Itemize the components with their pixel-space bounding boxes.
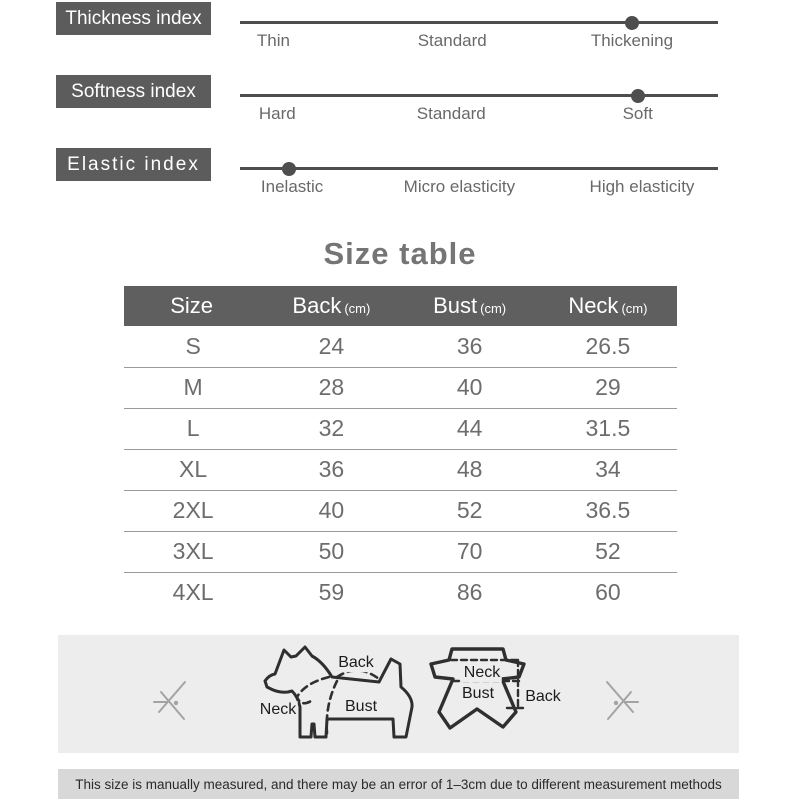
cell-neck: 34 [539, 449, 677, 490]
cell-neck: 31.5 [539, 408, 677, 449]
decorative-cut-mark-icon [152, 679, 188, 723]
dog-measurement-diagram-icon [255, 635, 435, 753]
option-thickening: Thickening [590, 31, 674, 50]
cell-size: 2XL [124, 490, 262, 531]
table-row-2xl [124, 490, 677, 531]
cell-back: 50 [262, 531, 400, 572]
cell-back: 24 [262, 326, 400, 367]
cell-bust: 70 [401, 531, 539, 572]
table-row-s [124, 326, 677, 367]
thickness-slider-dot [625, 16, 639, 30]
cell-back: 36 [262, 449, 400, 490]
table-row-4xl [124, 572, 677, 613]
col-header-size: Size [124, 286, 262, 326]
table-row-xl [124, 449, 677, 490]
decorative-cut-mark-icon [604, 679, 640, 723]
thickness-index-label: Thickness index [56, 2, 211, 35]
cell-bust: 44 [401, 408, 539, 449]
option-standard: Standard [417, 31, 487, 50]
softness-slider [240, 75, 718, 133]
cell-neck: 26.5 [539, 326, 677, 367]
measurement-diagram-panel [58, 635, 739, 753]
cell-bust: 52 [401, 490, 539, 531]
thickness-index-row [0, 2, 800, 64]
size-table-header [124, 286, 677, 326]
elastic-index-label: Elastic index [56, 148, 211, 181]
table-row-l [124, 408, 677, 449]
option-micro-elasticity: Micro elasticity [403, 177, 516, 196]
cell-back: 59 [318, 579, 345, 606]
cell-bust: 36 [401, 326, 539, 367]
size-table [124, 286, 677, 613]
elastic-slider-line [240, 167, 718, 170]
dog-bust-label: Bust [344, 698, 378, 716]
cell-size: L [124, 408, 262, 449]
option-inelastic: Inelastic [260, 177, 324, 196]
cell-back: 28 [262, 367, 400, 408]
option-hard: Hard [258, 104, 296, 123]
elastic-slider-dot [282, 162, 296, 176]
softness-index-row [0, 75, 800, 137]
cell-bust: 86 [456, 579, 483, 606]
col-header-back: Back (cm) [262, 286, 400, 326]
elastic-slider [240, 148, 718, 206]
thickness-slider-line [240, 21, 718, 24]
cell-bust: 40 [401, 367, 539, 408]
dog-neck-label: Neck [259, 701, 297, 719]
softness-slider-dot [631, 89, 645, 103]
garment-bust-label: Bust [461, 685, 495, 703]
elastic-index-row [0, 148, 800, 210]
cell-bust: 48 [401, 449, 539, 490]
option-thin: Thin [256, 31, 290, 50]
option-soft: Soft [622, 104, 653, 123]
softness-slider-line [240, 94, 718, 97]
option-standard: Standard [416, 104, 486, 123]
size-table-title: Size table [323, 236, 477, 271]
cell-size: S [124, 326, 262, 367]
garment-neck-label: Neck [463, 664, 501, 682]
cell-neck: 36.5 [539, 490, 677, 531]
table-row-3xl [124, 531, 677, 572]
measurement-disclaimer-bar [58, 769, 739, 799]
dog-back-label: Back [338, 654, 374, 672]
cell-back: 32 [262, 408, 400, 449]
cell-size: 3XL [124, 531, 262, 572]
cell-size: 4XL [172, 579, 214, 606]
col-header-neck: Neck (cm) [539, 286, 677, 326]
cell-neck: 60 [595, 579, 621, 606]
table-row-m [124, 367, 677, 408]
col-header-bust: Bust (cm) [401, 286, 539, 326]
thickness-slider [240, 2, 718, 60]
cell-size: XL [124, 449, 262, 490]
cell-back: 40 [262, 490, 400, 531]
cell-size: M [124, 367, 262, 408]
cell-neck: 52 [539, 531, 677, 572]
softness-index-label: Softness index [56, 75, 211, 108]
measurement-disclaimer-text: This size is manually measured, and there may be an error of 1–3cm due to different measurement methods [75, 776, 722, 792]
option-high-elasticity: High elasticity [589, 177, 695, 196]
garment-back-label: Back [525, 688, 561, 706]
cell-neck: 29 [539, 367, 677, 408]
